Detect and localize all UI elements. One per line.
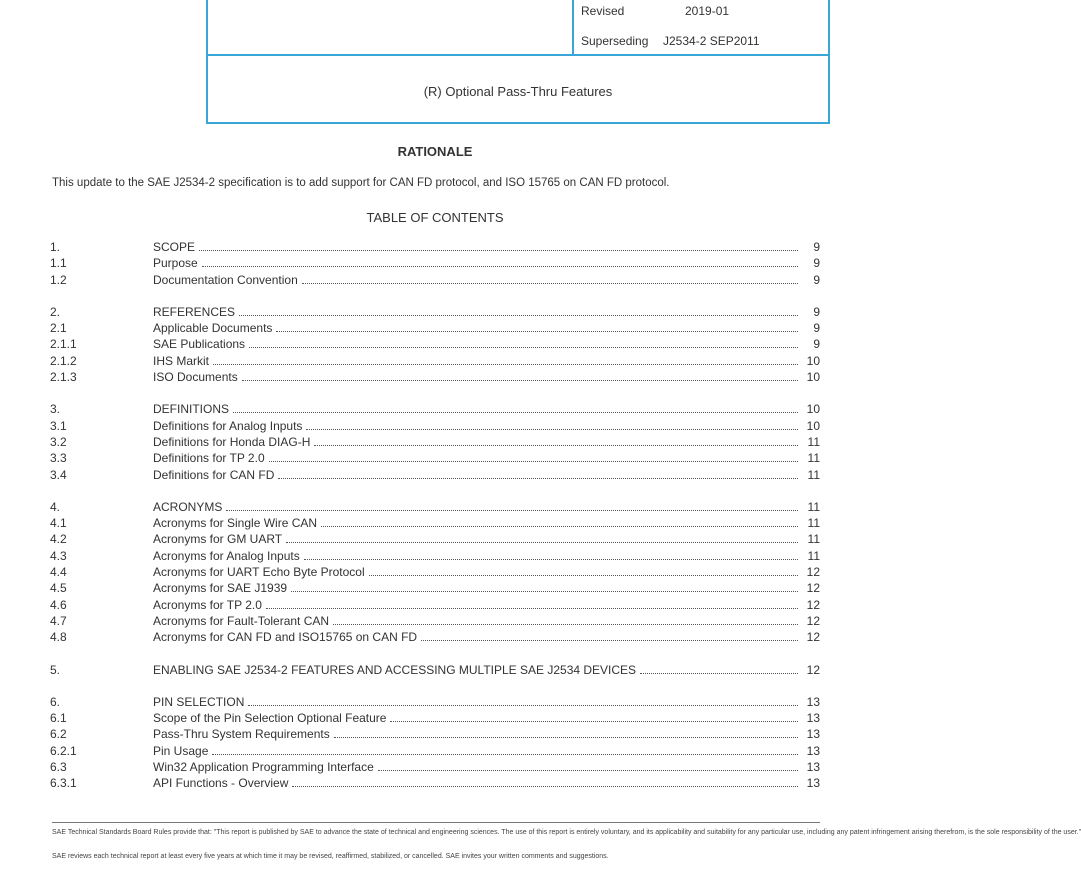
toc-entry[interactable]	[50, 354, 820, 370]
toc-entry[interactable]	[50, 744, 820, 760]
toc-entry-title: API Functions - Overview	[153, 776, 289, 791]
toc-entry-page: 12	[806, 662, 820, 677]
toc-entry-page: 12	[806, 597, 820, 612]
toc-entry[interactable]	[50, 256, 820, 272]
toc-entry-page: 10	[806, 353, 820, 368]
toc-entry-number: 6.1	[50, 711, 67, 726]
toc-entry-page: 9	[813, 240, 820, 254]
toc-dot-leader	[321, 526, 798, 527]
toc-entry-number: 2.1.2	[50, 353, 77, 368]
toc-entry-title: Win32 Application Programming Interface	[153, 760, 374, 775]
toc-dot-leader	[248, 705, 798, 706]
toc-entry-title: Applicable Documents	[153, 321, 273, 336]
toc-heading: TABLE OF CONTENTS	[366, 210, 504, 225]
toc-entry[interactable]	[50, 760, 820, 776]
toc-entry-number: 4.4	[50, 565, 67, 580]
header-divider-horizontal	[208, 54, 828, 56]
toc-entry-page: 11	[807, 451, 820, 466]
toc-entry-title: Definitions for Analog Inputs	[153, 418, 303, 433]
toc-entry-page: 9	[813, 304, 820, 319]
toc-entry-title: ACRONYMS	[153, 499, 223, 514]
toc-entry[interactable]	[50, 240, 820, 256]
toc-entry-number: 1.1	[50, 256, 67, 271]
toc-entry-page: 11	[807, 548, 820, 563]
document-subtitle: (R) Optional Pass-Thru Features	[423, 84, 613, 99]
toc-dot-leader	[333, 624, 798, 625]
toc-dot-leader	[269, 461, 798, 462]
toc-entry[interactable]	[50, 532, 820, 548]
toc-entry-title: Acronyms for UART Echo Byte Protocol	[153, 565, 365, 580]
toc-entry[interactable]	[50, 516, 820, 532]
toc-entry[interactable]	[50, 776, 820, 792]
toc-entry-title: Documentation Convention	[153, 272, 298, 287]
toc-entry-title: Acronyms for Single Wire CAN	[153, 516, 318, 531]
table-of-contents	[50, 240, 820, 809]
footer-notice-line1: SAE Technical Standards Board Rules provide that: "This report is published by SAE to advance the state of technical and engineering sciences. The use of this report is entirely voluntary, and its applicability and suitability for any particular use, including any patent infringement arising therefrom, is the sole responsibility of the user."	[52, 829, 1081, 836]
toc-entry-title: Acronyms for CAN FD and ISO15765 on CAN FD	[153, 630, 418, 645]
toc-dot-leader	[378, 770, 798, 771]
toc-group	[50, 663, 820, 679]
toc-group	[50, 240, 820, 289]
toc-entry[interactable]	[50, 581, 820, 597]
toc-entry-number: 5.	[50, 662, 61, 677]
toc-dot-leader	[226, 510, 798, 511]
toc-entry[interactable]	[50, 370, 820, 386]
toc-dot-leader	[291, 591, 798, 592]
toc-entry[interactable]	[50, 695, 820, 711]
toc-dot-leader	[242, 380, 798, 381]
toc-entry[interactable]	[50, 711, 820, 727]
toc-entry-number: 3.	[50, 402, 61, 417]
toc-dot-leader	[334, 737, 798, 738]
toc-entry-title: Acronyms for Analog Inputs	[153, 548, 300, 563]
toc-entry-number: 2.	[50, 304, 61, 319]
toc-entry-number: 2.1.1	[50, 337, 77, 352]
footer-notice-line2: SAE reviews each technical report at least every five years at which time it may be revised, reaffirmed, stabilized, or cancelled. SAE invites your written comments and suggestions.	[52, 853, 609, 860]
toc-entry[interactable]	[50, 468, 820, 484]
toc-entry-title: IHS Markit	[153, 353, 210, 368]
toc-entry-number: 6.3.1	[50, 776, 77, 791]
toc-entry-page: 10	[806, 402, 820, 417]
toc-entry-page: 10	[806, 418, 820, 433]
toc-entry-title: Definitions for Honda DIAG-H	[153, 434, 311, 449]
toc-entry-page: 12	[806, 630, 820, 645]
toc-entry-title: Pin Usage	[153, 743, 209, 758]
toc-entry-number: 3.3	[50, 451, 67, 466]
toc-entry-page: 13	[806, 694, 820, 709]
toc-entry-number: 6.2	[50, 727, 67, 742]
toc-entry-page: 11	[807, 516, 820, 531]
toc-entry-page: 13	[806, 776, 820, 791]
toc-entry-number: 4.5	[50, 581, 67, 596]
toc-entry-page: 11	[807, 434, 820, 449]
toc-dot-leader	[286, 542, 798, 543]
toc-entry-title: Acronyms for TP 2.0	[153, 597, 262, 612]
toc-entry-title: SAE Publications	[153, 337, 246, 352]
toc-group	[50, 500, 820, 647]
toc-entry[interactable]	[50, 451, 820, 467]
toc-dot-leader	[421, 640, 798, 641]
toc-group	[50, 305, 820, 386]
toc-entry-title: Acronyms for SAE J1939	[153, 581, 288, 596]
toc-entry-title: ENABLING SAE J2534-2 FEATURES AND ACCESSING MULTIPLE SAE J2534 DEVICES	[153, 662, 637, 677]
toc-dot-leader	[199, 250, 798, 251]
toc-entry-page: 9	[813, 337, 820, 352]
toc-entry-title: Acronyms for Fault-Tolerant CAN	[153, 613, 330, 628]
header-divider-vertical	[572, 0, 574, 56]
toc-dot-leader	[304, 559, 798, 560]
toc-entry-title: Scope of the Pin Selection Optional Feature	[153, 711, 387, 726]
toc-entry-page: 9	[813, 256, 820, 271]
toc-entry-number: 3.4	[50, 467, 67, 482]
toc-entry-title: REFERENCES	[153, 304, 236, 319]
toc-entry-page: 12	[806, 565, 820, 580]
toc-entry-title: DEFINITIONS	[153, 402, 230, 417]
toc-dot-leader	[212, 754, 798, 755]
toc-entry-number: 4.3	[50, 548, 67, 563]
toc-entry-page: 13	[806, 727, 820, 742]
toc-dot-leader	[233, 412, 798, 413]
toc-entry[interactable]	[50, 305, 820, 321]
toc-dot-leader	[640, 673, 798, 674]
toc-entry-page: 13	[806, 711, 820, 726]
meta-key: Revised	[581, 4, 625, 18]
toc-entry-title: Acronyms for GM UART	[153, 532, 283, 547]
toc-group	[50, 695, 820, 793]
toc-entry[interactable]	[50, 630, 820, 646]
toc-entry-number: 1.2	[50, 272, 67, 287]
toc-entry-number: 4.	[50, 499, 61, 514]
toc-entry-page: 11	[807, 467, 820, 482]
toc-entry-title: Purpose	[153, 256, 198, 271]
toc-entry-title: Pass-Thru System Requirements	[153, 727, 330, 742]
toc-entry-page: 10	[806, 370, 820, 385]
toc-entry-page: 11	[807, 499, 820, 514]
toc-entry-page: 11	[807, 532, 820, 547]
toc-dot-leader	[239, 315, 798, 316]
rationale-text: This update to the SAE J2534-2 specification is to add support for CAN FD protocol, and ISO 15765 on CAN FD protocol.	[52, 177, 670, 189]
toc-entry-page: 12	[806, 581, 820, 596]
toc-dot-leader	[390, 721, 798, 722]
toc-entry-title: ISO Documents	[153, 370, 238, 385]
toc-entry-number: 3.2	[50, 434, 67, 449]
meta-value: 2019-01	[685, 4, 730, 18]
toc-entry-number: 6.2.1	[50, 743, 77, 758]
toc-entry-number: 2.1	[50, 321, 67, 336]
toc-entry-title: PIN SELECTION	[153, 694, 245, 709]
toc-entry-title: SCOPE	[153, 240, 196, 254]
toc-dot-leader	[292, 786, 798, 787]
toc-entry[interactable]	[50, 663, 820, 679]
toc-group	[50, 402, 820, 483]
toc-entry-page: 12	[806, 613, 820, 628]
toc-dot-leader	[369, 575, 798, 576]
footer-divider	[52, 822, 820, 823]
toc-dot-leader	[306, 429, 798, 430]
toc-entry[interactable]	[50, 337, 820, 353]
toc-dot-leader	[202, 266, 798, 267]
meta-key: Superseding	[581, 34, 649, 48]
toc-entry[interactable]	[50, 402, 820, 418]
toc-entry-number: 4.6	[50, 597, 67, 612]
toc-dot-leader	[276, 331, 798, 332]
toc-entry[interactable]	[50, 549, 820, 565]
document-header-box	[206, 0, 830, 124]
toc-entry-title: Definitions for TP 2.0	[153, 451, 265, 466]
toc-entry[interactable]	[50, 435, 820, 451]
toc-entry[interactable]	[50, 500, 820, 516]
toc-entry[interactable]	[50, 273, 820, 289]
toc-entry-page: 9	[813, 321, 820, 336]
toc-entry-page: 9	[813, 272, 820, 287]
toc-entry-page: 13	[806, 743, 820, 758]
toc-entry-number: 3.1	[50, 418, 67, 433]
toc-entry[interactable]	[50, 598, 820, 614]
toc-dot-leader	[249, 347, 798, 348]
toc-dot-leader	[302, 283, 798, 284]
toc-entry-title: Definitions for CAN FD	[153, 467, 275, 482]
toc-dot-leader	[213, 364, 798, 365]
rationale-heading: RATIONALE	[397, 144, 473, 159]
toc-entry-number: 6.	[50, 694, 61, 709]
toc-dot-leader	[314, 445, 798, 446]
toc-entry-number: 4.8	[50, 630, 67, 645]
toc-entry-number: 4.2	[50, 532, 67, 547]
toc-entry-number: 1.	[50, 240, 61, 254]
toc-entry[interactable]	[50, 321, 820, 337]
toc-entry[interactable]	[50, 565, 820, 581]
toc-entry-number: 6.3	[50, 760, 67, 775]
toc-entry-number: 4.1	[50, 516, 67, 531]
toc-entry[interactable]	[50, 614, 820, 630]
toc-dot-leader	[266, 608, 798, 609]
toc-entry[interactable]	[50, 419, 820, 435]
toc-entry-number: 2.1.3	[50, 370, 77, 385]
toc-dot-leader	[278, 478, 798, 479]
toc-entry-number: 4.7	[50, 613, 67, 628]
toc-entry-page: 13	[806, 760, 820, 775]
toc-entry[interactable]	[50, 727, 820, 743]
meta-value: J2534-2 SEP2011	[663, 34, 760, 48]
